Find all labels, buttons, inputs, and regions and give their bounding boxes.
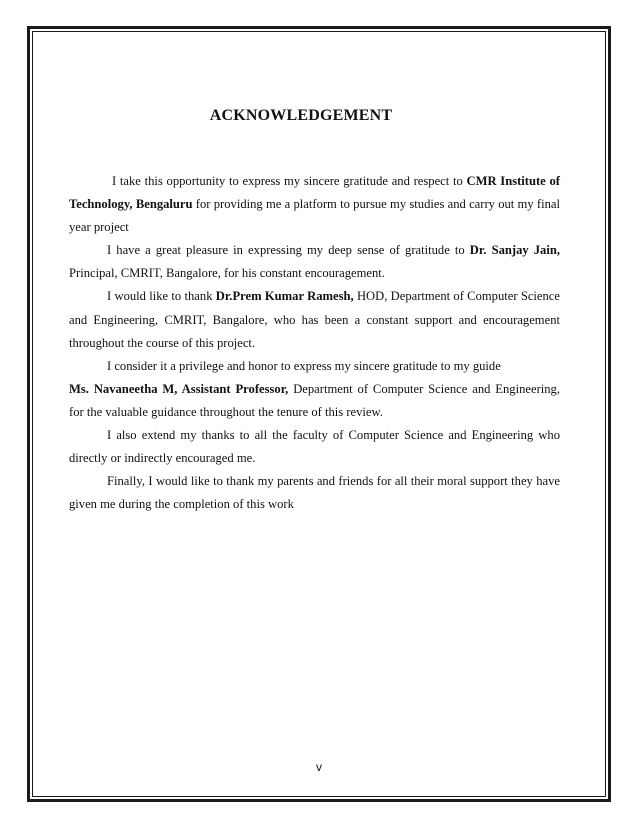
paragraph-text: I consider it a privilege and honor to express my sincere gratitude to my guide	[107, 358, 501, 373]
paragraph-text: I have a great pleasure in expressing my deep sense of gratitude to	[107, 243, 470, 258]
paragraph-principal	[69, 239, 560, 285]
paragraph-guide	[69, 378, 560, 424]
page-title: ACKNOWLEDGEMENT	[209, 107, 393, 124]
guide-name: Ms. Navaneetha M, Assistant Professor,	[69, 381, 289, 396]
paragraph-institute	[69, 170, 560, 239]
hod-name: Dr.Prem Kumar Ramesh,	[215, 289, 354, 304]
paragraph-text: Department of Computer Science and Engineering, for the valuable guidance throughout the tenure of this review.	[69, 381, 560, 419]
institute-name: CMR Institute of Technology, Bengaluru	[69, 174, 560, 212]
paragraph-text: for providing me a platform to pursue my studies and carry out my final year project	[69, 197, 560, 235]
paragraph-text: I would like to thank	[107, 289, 216, 304]
paragraph-text: HOD, Department of Computer Science and Engineering, CMRIT, Bangalore, who has been a constant support and encouragement throughout the course of this project.	[69, 289, 560, 350]
paragraph-family	[69, 470, 560, 516]
paragraph-text: I also extend my thanks to all the faculty of Computer Science and Engineering who directly or indirectly encouraged me.	[69, 428, 560, 466]
paragraph-hod	[69, 285, 560, 354]
acknowledgement-body	[69, 170, 560, 516]
paragraph-text: Finally, I would like to thank my parents and friends for all their moral support they have given me during the completion of this work	[69, 474, 560, 512]
paragraph-faculty	[69, 424, 560, 470]
paragraph-text: Principal, CMRIT, Bangalore, for his constant encouragement.	[69, 266, 385, 281]
paragraph-text: I take this opportunity to express my sincere gratitude and respect to	[112, 174, 467, 188]
page-number: v	[316, 760, 322, 774]
paragraph-guide-intro	[69, 355, 560, 378]
principal-name: Dr. Sanjay Jain,	[469, 243, 561, 258]
